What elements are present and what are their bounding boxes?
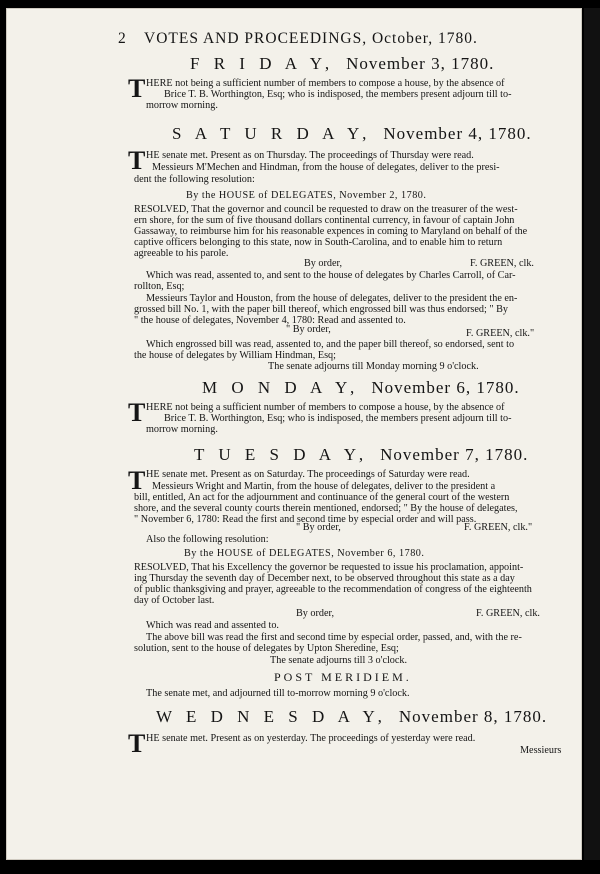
day-heading-wednesday: W E D N E S D A Y, November 8, 1780. xyxy=(156,707,548,726)
day-heading-saturday: S A T U R D A Y, November 4, 1780. xyxy=(172,124,532,143)
drop-cap: T xyxy=(128,74,146,103)
clerk-signature: F. GREEN, clk." xyxy=(466,328,535,339)
scan-border xyxy=(584,8,600,860)
day-heading-monday: M O N D A Y, November 6, 1780. xyxy=(202,378,520,397)
header-title: VOTES AND PROCEEDINGS, October, 1780. xyxy=(144,30,478,47)
drop-cap: T xyxy=(128,466,146,495)
catchword: Messieurs xyxy=(520,745,562,756)
clerk-signature: F. GREEN, clk. xyxy=(470,258,534,269)
drop-cap: T xyxy=(128,146,146,175)
clerk-signature: F. GREEN, clk. xyxy=(476,608,540,619)
running-header xyxy=(118,30,538,52)
drop-cap: T xyxy=(128,398,146,427)
house-of-delegates-line: By the HOUSE of DELEGATES, November 6, 1780. xyxy=(184,548,425,559)
clerk-signature: F. GREEN, clk." xyxy=(464,522,533,533)
document-page: 2 VOTES AND PROCEEDINGS, October, 1780. F R I D A Y, November 3, 1780. T HERE not being a sufficient number of members to compose a house, by the absence of Brice T. B. Worthington, Esq; who is indisposed, the members present adjourn till to- morrow morning. S A T U R D A Y, November 4, 1780. T HE senate met. Present as on Thursday. The proceedings of Thursday were read. Messieurs M'Mechen and Hindman, from the house of delegates, deliver to the presi- dent the following resolution: By the HOUSE of DELEGATES, November 2, 1780. RESOLVED, That the governor and council be requested to draw on the treasurer of the west- ern shore, for the sum of five thousand dollars continental currency, in favour of captain John Gassaway, to reimburse him for his reasonable expences in coming to Maryland on behalf of the captive officers belonging to this state, now in South-Carolina, and to enable him to return agreeable to his parole. By order, F. GREEN, clk. Which was read, assented to, and sent to the house of delegates by Charles Carroll, of Car- rollton, Esq; Messieurs Taylor and Houston, from the house of delegates, deliver to the president the en- grossed bill No. 1, with the paper bill thereof, which engrossed bill was thus endorsed; " By " the house of delegates, November 4, 1780: Read and assented to. " By order, F. GREEN, clk." Which engrossed bill was read, assented to, and the paper bill thereof, so endorsed, sent to the house of delegates by William Hindman, Esq; The senate adjourns till Monday morning 9 o'clock. M O N D A Y, November 6, 1780. T HERE not being a sufficient number of members to compose a house, by the absence of Brice T. B. Worthington, Esq; who is indisposed, the members present adjourn till to- morrow morning. T U E S D A Y, November 7, 1780. T HE senate met. Present as on Saturday. The proceedings of Saturday were read. Messieurs Wright and Martin, from the house of delegates, deliver to the president a bill, entitled, An act for the adjournment and continuance of the general court of the western shore, and the several county courts therein mentioned, endorsed; " By the house of delegates, " November 6, 1780: Read the first and second time by especial order and will pass. " By order, F. GREEN, clk." Also the following resolution: By the HOUSE of DELEGATES, November 6, 1780. RESOLVED, That his Excellency the governor be requested to issue his proclamation, appoint- ing Thursday the seventh day of December next, to be observed throughout this state as a day of public thanksgiving and prayer, agreeable to the recommendation of congress of the eighteenth day of October last. By order, F. GREEN, clk. Which was read and assented to. The above bill was read the first and second time by especial order, passed, and, with the re- solution, sent to the house of delegates by Upton Sheredine, Esq; The senate adjourns till 3 o'clock. POST MERIDIEM. The senate met, and adjourned till to-morrow morning 9 o'clock. W E D N E S D A Y, November 8, 1780. T HE senate met. Present as on yesterday. The proceedings of yesterday were read. Messieurs xyxy=(6,8,582,860)
day-heading-tuesday: T U E S D A Y, November 7, 1780. xyxy=(194,445,529,464)
page-number: 2 xyxy=(118,30,127,47)
day-heading-friday: F R I D A Y, November 3, 1780. xyxy=(190,54,495,73)
drop-cap: T xyxy=(128,729,146,758)
post-meridiem-heading: POST MERIDIEM. xyxy=(274,670,412,684)
house-of-delegates-line: By the HOUSE of DELEGATES, November 2, 1780. xyxy=(186,190,427,201)
adjournment-line: The senate adjourns till 3 o'clock. xyxy=(270,655,408,666)
adjournment-line: The senate adjourns till Monday morning 9 o'clock. xyxy=(268,361,479,372)
